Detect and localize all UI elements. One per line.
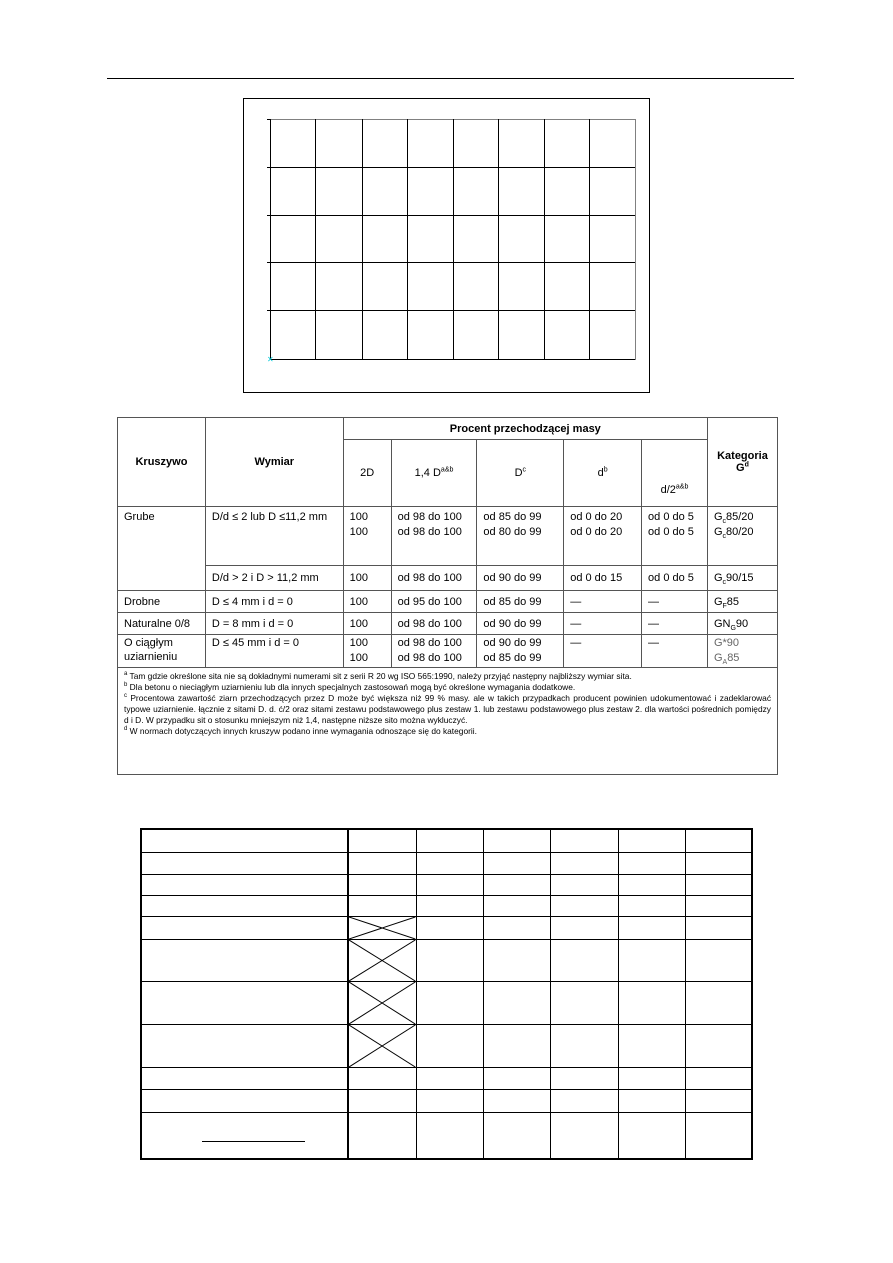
row-kruszywo: O ciągłym uziarnieniu [118, 635, 206, 668]
blank-cell [416, 874, 484, 895]
blank-cell [685, 1112, 752, 1159]
row-wymiar [205, 566, 343, 591]
footnote-ref: d [744, 461, 749, 469]
signature-cell [141, 1112, 348, 1159]
blank-cell [141, 1067, 348, 1089]
g: G [713, 652, 723, 664]
y-tick [267, 167, 271, 168]
cell-2d [343, 635, 391, 668]
cell-14d: od 98 do 100 [391, 613, 477, 635]
kategoria-g: G [736, 462, 745, 474]
blank-cell [618, 1112, 685, 1159]
crossed-cell [348, 1024, 416, 1067]
blank-cell [685, 916, 752, 939]
footnote-ref: c [522, 466, 527, 474]
cell-d2 [642, 507, 708, 566]
value: od 98 do 100 [397, 511, 462, 523]
blank-cell [416, 895, 484, 916]
header-d [564, 440, 642, 507]
cell-d: — [564, 591, 642, 613]
blank-cell [484, 852, 551, 874]
blank-cell [416, 1024, 484, 1067]
blank-cell [551, 852, 619, 874]
footnote-text: Tam gdzie określone sita nie są dokładnymi numerami sit z serii R 20 wg ISO 565:1990, należy przyjąć następny najbliższy wymiar sita. [129, 671, 632, 681]
row-wymiar: D ≤ 4 mm i d = 0 [205, 591, 343, 613]
footnote-b [124, 682, 771, 693]
row-wymiar [205, 507, 343, 566]
blank-cell [348, 1067, 416, 1089]
blank-cell [141, 895, 348, 916]
val: 85 [726, 595, 740, 608]
y-axis [270, 119, 271, 360]
val: 90/15 [726, 572, 754, 584]
blank-cell [484, 1089, 551, 1112]
footnote-ref: b [603, 466, 608, 474]
footnote-a [124, 671, 771, 682]
gridline-x [635, 119, 636, 360]
cross-out-icon [349, 917, 415, 939]
blank-cell [416, 916, 484, 939]
sub: G [730, 624, 736, 632]
cell-D: od 90 do 99 [477, 566, 564, 591]
blank-cell [484, 916, 551, 939]
val: 85/20 [726, 511, 754, 523]
footnote-ref: a&b [440, 466, 454, 474]
cell-text: D ≤ 45 mm i d = 0 [211, 637, 299, 649]
blank-cell [141, 981, 348, 1024]
g: G [713, 572, 723, 584]
blank-form-table [140, 828, 753, 1160]
page-header-rule [107, 78, 794, 79]
signature-line [202, 1141, 305, 1142]
cell-D: od 90 do 99 [477, 613, 564, 635]
blank-cell [484, 939, 551, 981]
header-D [477, 440, 564, 507]
blank-cell [551, 829, 619, 852]
blank-cell [618, 874, 685, 895]
g: G [713, 526, 723, 538]
cell-14d: od 95 do 100 [391, 591, 477, 613]
row-wymiar: D = 8 mm i d = 0 [205, 613, 343, 635]
cell-text: D/d > 2 i D > 11,2 mm [211, 571, 319, 584]
cell-D [477, 635, 564, 668]
blank-cell [348, 874, 416, 895]
blank-cell [141, 829, 348, 852]
blank-cell [685, 981, 752, 1024]
blank-cell [416, 1112, 484, 1159]
sub: F [722, 602, 727, 610]
cell-kategoria [707, 635, 777, 668]
cell-14d [391, 507, 477, 566]
blank-cell [618, 852, 685, 874]
blank-cell [551, 874, 619, 895]
row-kruszywo [118, 507, 206, 591]
row-kruszywo: Naturalne 0/8 [118, 613, 206, 635]
blank-cell [685, 939, 752, 981]
g: G [713, 595, 723, 608]
blank-cell [348, 852, 416, 874]
header-2d: 2D [343, 440, 391, 507]
chart-plot-area [267, 119, 636, 364]
kategoria-label: Kategoria [717, 450, 768, 462]
blank-cell [618, 1089, 685, 1112]
sub: c [722, 533, 727, 541]
gridline-x [362, 119, 363, 360]
header-procent: Procent przechodzącej masy [343, 418, 707, 440]
value: 100 [349, 637, 369, 649]
val: 80/20 [726, 526, 754, 538]
cell-kategoria [707, 613, 777, 635]
val: 90 [735, 617, 749, 630]
blank-cell [618, 895, 685, 916]
footnote-ref: a&b [675, 483, 689, 491]
g: G* [713, 637, 727, 649]
value: od 80 do 99 [483, 526, 542, 538]
header-kruszywo: Kruszywo [118, 418, 206, 507]
crossed-cell [348, 981, 416, 1024]
blank-cell [618, 981, 685, 1024]
cell-text: Grube [124, 511, 155, 523]
header-d2 [642, 440, 708, 507]
cell-d: od 0 do 15 [564, 566, 642, 591]
blank-cell [348, 829, 416, 852]
cell-D [477, 507, 564, 566]
row-kruszywo: Drobne [118, 591, 206, 613]
cell-d [564, 635, 642, 668]
value: — [648, 637, 660, 649]
cell-kategoria [707, 507, 777, 566]
crossed-cell [348, 939, 416, 981]
grading-requirements-table [117, 417, 778, 775]
origin-marker-icon: ✕ [267, 355, 274, 364]
cell-d: — [564, 613, 642, 635]
value: — [570, 637, 582, 649]
footnote-mark: d [124, 726, 128, 733]
cell-kategoria [707, 591, 777, 613]
blank-cell [618, 829, 685, 852]
y-tick [267, 119, 271, 120]
gridline-x [498, 119, 499, 360]
blank-cell [685, 874, 752, 895]
footnote-text: Procentowa zawartość ziarn przechodzących przez D może być większa niż 99 % masy. ale w takich przypadkach producent powinien udokumentować i zadeklarować typowe uziarnienie. łącznie z sitami D. d. ć/2 oraz sitami zestawu podstawowego plus zestaw 1. lub zestawu podstawowego plus zestaw 2. dla wartości pośrednich pomiędzy d i D. W przypadku sit o stosunku mniejszym niż 1,4, następne niższe sito można wykluczyć. [124, 693, 772, 725]
val: 85 [727, 652, 740, 664]
blank-cell [484, 1067, 551, 1089]
blank-cell [141, 874, 348, 895]
cell-d2: od 0 do 5 [642, 566, 708, 591]
blank-cell [618, 916, 685, 939]
value: 100 [349, 511, 369, 523]
label: D [514, 467, 523, 479]
y-tick [267, 215, 271, 216]
gridline-x [589, 119, 590, 360]
footnote-mark: c [124, 693, 127, 700]
value: 100 [349, 526, 369, 538]
blank-cell [348, 895, 416, 916]
gridline-x [407, 119, 408, 360]
category-code [714, 636, 771, 651]
blank-cell [685, 895, 752, 916]
blank-cell [618, 1024, 685, 1067]
cell-d [564, 507, 642, 566]
blank-cell [484, 1112, 551, 1159]
blank-cell [141, 1089, 348, 1112]
blank-cell [416, 1067, 484, 1089]
cross-out-icon [349, 1025, 415, 1067]
row-wymiar [205, 635, 343, 668]
blank-cell [141, 916, 348, 939]
value: od 0 do 20 [570, 526, 623, 538]
blank-cell [551, 981, 619, 1024]
blank-cell [685, 1067, 752, 1089]
category-code [714, 510, 771, 525]
footnote-d [124, 726, 771, 737]
value: od 90 do 99 [483, 637, 542, 649]
blank-cell [685, 852, 752, 874]
blank-cell [484, 1024, 551, 1067]
blank-cell [416, 939, 484, 981]
value: od 98 do 100 [397, 637, 462, 649]
cell-2d: 100 [343, 591, 391, 613]
cell-2d: 100 [343, 613, 391, 635]
blank-cell [416, 852, 484, 874]
header-14d [391, 440, 477, 507]
blank-cell [685, 1089, 752, 1112]
blank-cell [618, 939, 685, 981]
blank-cell [484, 895, 551, 916]
blank-cell [348, 1089, 416, 1112]
blank-cell [618, 1067, 685, 1089]
label: 1,4 D [414, 467, 441, 479]
cell-d2: — [642, 591, 708, 613]
cell-2d [343, 507, 391, 566]
value: od 85 do 99 [483, 511, 542, 523]
label: d [597, 467, 604, 479]
blank-cell [416, 829, 484, 852]
value: od 0 do 5 [648, 526, 694, 538]
blank-cell [551, 895, 619, 916]
cross-out-icon [349, 940, 415, 981]
gridline-x [453, 119, 454, 360]
cell-14d: od 98 do 100 [391, 566, 477, 591]
cell-d2 [642, 635, 708, 668]
footnote-c [124, 693, 771, 726]
value: od 98 do 100 [397, 526, 462, 538]
g: GN [713, 617, 731, 630]
value: od 0 do 5 [648, 511, 694, 523]
blank-cell [484, 829, 551, 852]
header-kategoria [707, 418, 777, 507]
blank-cell [484, 981, 551, 1024]
blank-cell [685, 1024, 752, 1067]
sub: c [722, 579, 727, 587]
footnote-mark: b [124, 682, 128, 689]
blank-cell [484, 874, 551, 895]
value: od 85 do 99 [483, 652, 542, 664]
gridline-x [315, 119, 316, 360]
category-code [714, 651, 771, 666]
blank-cell [348, 1112, 416, 1159]
cell-2d: 100 [343, 566, 391, 591]
blank-cell [551, 1112, 619, 1159]
cell-d2: — [642, 613, 708, 635]
footnote-text: Dla betonu o nieciągłym uziarnieniu lub dla innych specjalnych zastosowań mogą być określone wymagania dodatkowe. [129, 682, 576, 692]
cell-kategoria [707, 566, 777, 591]
cross-out-icon [349, 982, 415, 1024]
blank-cell [685, 829, 752, 852]
y-tick [267, 262, 271, 263]
val: 90 [726, 637, 740, 649]
blank-cell [551, 1024, 619, 1067]
blank-cell [141, 852, 348, 874]
blank-cell [416, 981, 484, 1024]
cell-D: od 85 do 99 [477, 591, 564, 613]
blank-cell [416, 1089, 484, 1112]
cell-text: D/d ≤ 2 lub D ≤11,2 mm [211, 511, 328, 523]
sub: c [722, 518, 727, 526]
footnote-mark: a [124, 671, 128, 678]
label: d/2 [660, 484, 676, 496]
blank-cell [551, 1067, 619, 1089]
sub: A [722, 659, 728, 667]
footnote-text: W normach dotyczących innych kruszyw podano inne wymagania odnoszące się do kategorii. [129, 726, 477, 736]
table-footnotes [118, 668, 778, 775]
blank-cell [551, 916, 619, 939]
value: od 98 do 100 [397, 652, 462, 664]
header-wymiar: Wymiar [205, 418, 343, 507]
blank-cell [551, 1089, 619, 1112]
blank-cell [141, 1024, 348, 1067]
crossed-cell [348, 916, 416, 939]
blank-cell [141, 939, 348, 981]
g: G [713, 511, 723, 523]
gridline-x [544, 119, 545, 360]
category-code [714, 525, 771, 540]
y-tick [267, 310, 271, 311]
cell-14d [391, 635, 477, 668]
value: 100 [349, 652, 369, 664]
blank-cell [551, 939, 619, 981]
value: od 0 do 20 [570, 511, 623, 523]
